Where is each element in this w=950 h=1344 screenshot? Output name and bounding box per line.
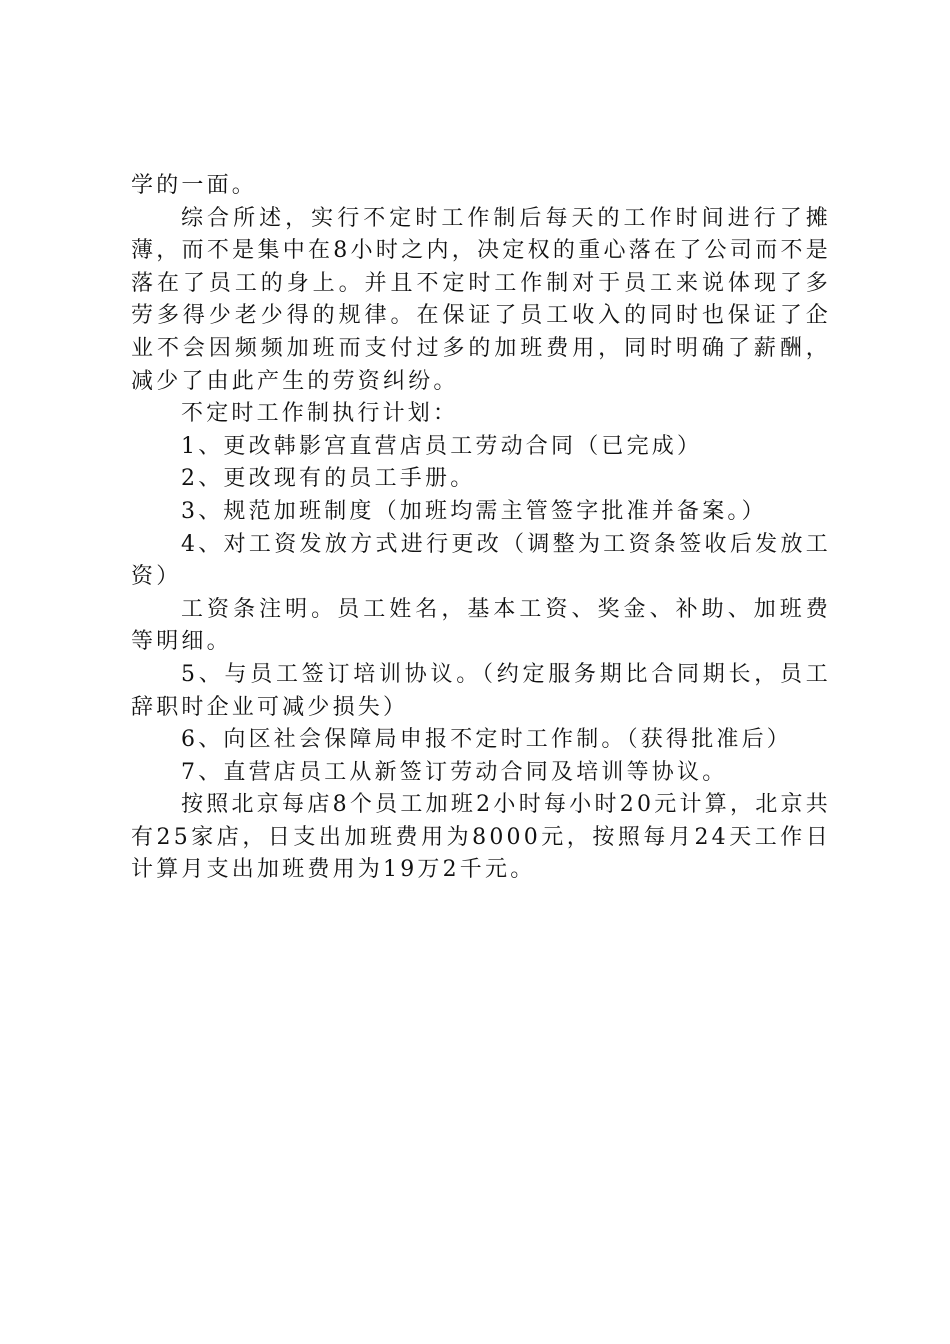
plan-item-3: 3、规范加班制度（加班均需主管签字批准并备案。） (181, 498, 767, 524)
payslip-note: 工资条注明。员工姓名，基本工资、奖金、补助、加班费等明细。 (131, 596, 831, 655)
plan-item-2: 2、更改现有的员工手册。 (181, 466, 476, 492)
document-body (131, 170, 831, 887)
cost-calculation-paragraph: 按照北京每店8个员工加班2小时每小时20元计算，北京共有25家店，日支出加班费用为8000元，按照每月24天工作日计算月支出加班费用为19万2千元。 (131, 792, 831, 883)
plan-item-7: 7、直营店员工从新签订劳动合同及培训等协议。 (181, 759, 728, 785)
plan-item-4: 4、对工资发放方式进行更改（调整为工资条签收后发放工资） (131, 531, 831, 590)
plan-item-1: 1、更改韩影宫直营店员工劳动合同（已完成） (181, 433, 703, 459)
paragraph-summary: 综合所述，实行不定时工作制后每天的工作时间进行了摊薄，而不是集中在8小时之内，决定权的重心落在了公司而不是落在了员工的身上。并且不定时工作制对于员工来说体现了多劳多得少老少得的规律。在保证了员工收入的同时也保证了企业不会因频频加班而支付过多的加班费用，同时明确了薪酬，减少了由此产生的劳资纠纷。 (131, 205, 831, 394)
plan-item-6: 6、向区社会保障局申报不定时工作制。（获得批准后） (181, 727, 792, 753)
plan-item-5: 5、与员工签订培训协议。（约定服务期比合同期长，员工辞职时企业可减少损失） (131, 661, 831, 720)
plan-heading: 不定时工作制执行计划： (181, 401, 459, 427)
paragraph-continuation: 学的一面。 (131, 173, 258, 198)
